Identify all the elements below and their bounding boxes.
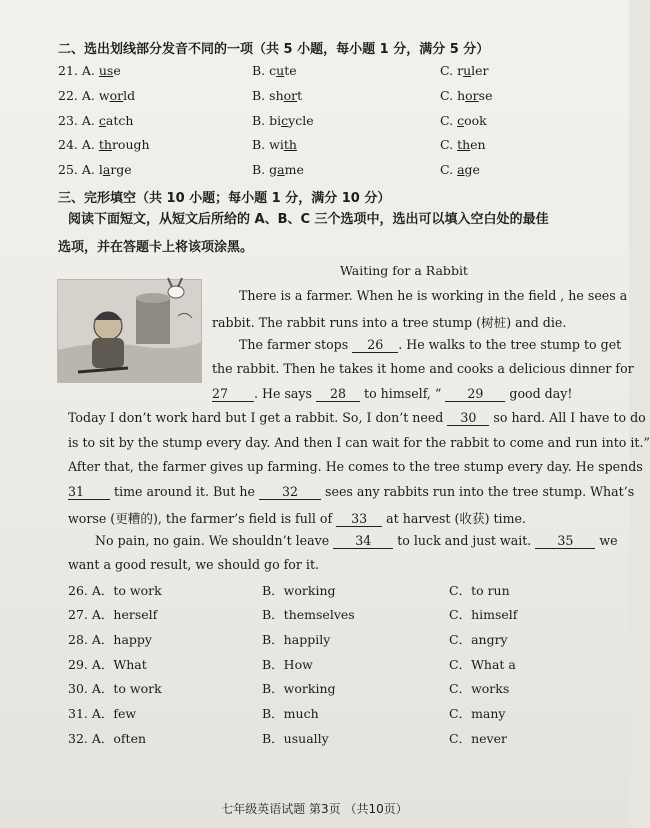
answer-option-a: 27. A．herself <box>68 607 158 622</box>
answer-row <box>68 581 588 601</box>
option-b: B. game <box>252 162 304 177</box>
passage-title: Waiting for a Rabbit <box>340 263 468 278</box>
option-a: 21. A. use <box>58 63 121 78</box>
blank-26: 26 <box>352 337 398 353</box>
instruction-line-1: 阅读下面短文，从短文后所给的 A、B、C 三个选项中，选出可以填入空白处的最佳 <box>68 212 549 227</box>
question-row <box>58 88 598 108</box>
blank-32: 32 <box>259 484 321 500</box>
passage-line: There is a farmer. When he is working in the field , he sees a <box>239 288 628 303</box>
passage-line: The farmer stops 26 . He walks to the tree stump to get <box>239 337 622 352</box>
option-b: B. with <box>252 137 297 152</box>
passage-line: the rabbit. Then he takes it home and cooks a delicious dinner for <box>212 361 634 376</box>
answer-row <box>68 704 588 724</box>
answer-row <box>68 605 588 625</box>
answer-option-b: B．working <box>262 583 336 598</box>
blank-33: 33 <box>336 511 382 527</box>
answer-row <box>68 655 588 675</box>
question-row <box>58 63 598 83</box>
answer-option-b: B．usually <box>262 731 329 746</box>
farmer-rabbit-illustration <box>57 279 202 383</box>
passage-line: After that, the farmer gives up farming. He comes to the tree stump every day. He spends <box>68 459 643 474</box>
passage-line: is to sit by the stump every day. And then I can wait for the rabbit to come and run into it.” <box>68 435 650 450</box>
blank-27: 27 <box>212 386 254 402</box>
passage-line: No pain, no gain. We shouldn’t leave 34 to luck and just wait. 35 we <box>95 533 618 548</box>
answer-option-b: B．themselves <box>262 607 355 622</box>
blank-28: 28 <box>316 386 360 402</box>
option-c: C. cook <box>440 113 487 128</box>
option-b: B. bicycle <box>252 113 314 128</box>
answer-option-c: C．works <box>449 681 510 696</box>
blank-30: 30 <box>447 410 489 426</box>
answer-option-c: C．himself <box>449 607 518 622</box>
passage-line: worse (更糟的), the farmer’s field is full of 33 at harvest (收获) time. <box>68 511 526 526</box>
answer-option-a: 31. A．few <box>68 706 137 721</box>
page-footer: 七年级英语试题 第3页 （共10页） <box>221 802 408 816</box>
answer-row <box>68 630 588 650</box>
option-c: C. horse <box>440 88 493 103</box>
blank-34: 34 <box>333 533 393 549</box>
answer-row <box>68 729 588 749</box>
section-2-title: 二、选出划线部分发音不同的一项（共 5 小题，每小题 1 分，满分 5 分） <box>58 42 490 57</box>
option-a: 23. A. catch <box>58 113 134 128</box>
option-a: 24. A. through <box>58 137 150 152</box>
answer-option-c: C．to run <box>449 583 510 598</box>
answer-option-a: 29. A．What <box>68 657 147 672</box>
option-a: 22. A. world <box>58 88 136 103</box>
blank-31: 31 <box>68 484 110 500</box>
blank-35: 35 <box>535 533 595 549</box>
answer-option-a: 32. A．often <box>68 731 147 746</box>
option-b: B. cute <box>252 63 297 78</box>
section-3-title: 三、完形填空（共 10 小题；每小题 1 分，满分 10 分） <box>58 191 391 206</box>
option-b: B. short <box>252 88 303 103</box>
answer-option-a: 30. A．to work <box>68 681 162 696</box>
answer-option-b: B．How <box>262 657 313 672</box>
answer-option-b: B．much <box>262 706 319 721</box>
option-c: C. age <box>440 162 480 177</box>
option-c: C. ruler <box>440 63 489 78</box>
answer-option-c: C．never <box>449 731 507 746</box>
passage-line: want a good result, we should go for it. <box>68 557 320 572</box>
instruction-line-2: 选项，并在答题卡上将该项涂黑。 <box>58 240 254 255</box>
farmer-rabbit-icon <box>58 280 201 382</box>
answer-option-a: 26. A．to work <box>68 583 162 598</box>
question-row <box>58 137 598 157</box>
option-c: C. then <box>440 137 486 152</box>
answer-option-c: C．many <box>449 706 506 721</box>
passage-line: Today I don’t work hard but I get a rabbit. So, I don’t need 30 so hard. All I have to do <box>68 410 646 425</box>
answer-option-b: B．happily <box>262 632 331 647</box>
answer-option-c: C．angry <box>449 632 508 647</box>
answer-row <box>68 679 588 699</box>
passage-line: 31 time around it. But he 32 sees any rabbits run into the tree stump. What’s <box>68 484 635 499</box>
answer-option-c: C．What a <box>449 657 516 672</box>
passage-line: 27 . He says 28 to himself, “ 29 good day! <box>212 386 573 401</box>
option-a: 25. A. large <box>58 162 132 177</box>
passage-line: rabbit. The rabbit runs into a tree stump (树桩) and die. <box>212 315 567 330</box>
blank-29: 29 <box>445 386 505 402</box>
answer-option-a: 28. A．happy <box>68 632 152 647</box>
question-row <box>58 162 598 182</box>
answer-option-b: B．working <box>262 681 336 696</box>
question-row <box>58 113 598 133</box>
